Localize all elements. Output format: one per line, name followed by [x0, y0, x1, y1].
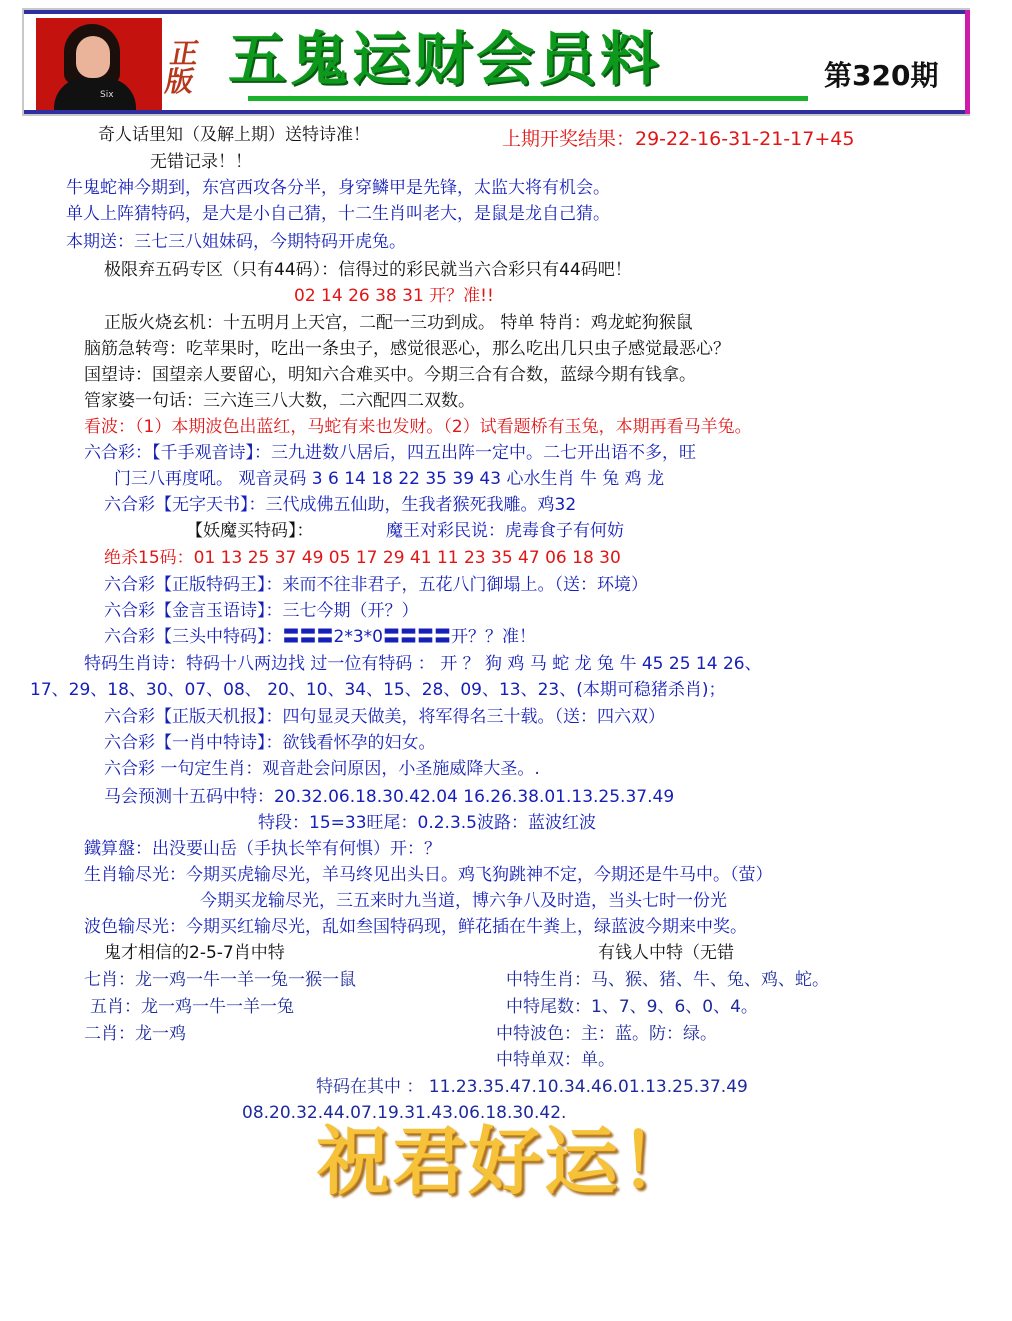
- winning-odd-even: 中特单双：单。: [496, 1050, 615, 1070]
- seven-zodiac: 七肖：龙一鸡一牛一羊一兔一猴一鼠: [84, 970, 356, 990]
- one-sentence-zodiac: 六合彩 一句定生肖：观音赴会问原因，小圣施威降大圣。.: [104, 759, 540, 779]
- poem-line-1: 牛鬼蛇神今期到，东宫西攻各分半，身穿鳞甲是先锋，太监大将有机会。: [66, 178, 610, 198]
- zodiac-poem-2: 17、29、18、30、07、08、 20、10、34、15、28、09、13、23、(本期可稳猪杀肖)；: [30, 680, 726, 700]
- five-zodiac: 五肖：龙一鸡一牛一羊一兔: [90, 997, 294, 1017]
- special-numbers-1: 特码在其中 ： 11.23.35.47.10.34.46.01.13.25.37.49: [316, 1077, 748, 1097]
- last-draw-result: 上期开奖结果：29-22-16-31-21-17+45: [502, 128, 855, 150]
- extreme-five-zone: 极限弃五码专区（只有44码）：信得过的彩民就当六合彩只有44码吧！: [104, 260, 632, 280]
- photo-body: [54, 78, 136, 110]
- winning-zodiac: 中特生肖：马、猴、猪、牛、兔、鸡、蛇。: [506, 970, 829, 990]
- no-error-record: 无错记录！！: [150, 152, 252, 172]
- golden-words: 六合彩【金言玉语诗】：三七今期（开？）: [104, 601, 419, 621]
- one-zodiac-poem: 六合彩【一肖中特诗】：欲钱看怀孕的妇女。: [104, 733, 436, 753]
- good-luck-blessing: 祝君好运！: [316, 1119, 696, 1205]
- special-king: 六合彩【正版特码王】：来而不往非君子，五花八门御塌上。（送：环境）: [104, 575, 648, 595]
- header-top-border: [24, 10, 968, 14]
- guanyin-poem-1: 六合彩：【千手观音诗】：三九进数八居后，四五出阵一定中。二七开出语不多，旺: [84, 443, 696, 463]
- demon-title: 【妖魔买特码】：: [186, 521, 314, 541]
- wave-watch: 看波：（1）本期波色出蓝红，马蛇有来也发财。（2）试看题桥有玉兔，本期再看马羊兔。: [84, 417, 752, 437]
- special-segment: 特段：15=33旺尾：0.2.3.5波路：蓝波红波: [258, 813, 596, 833]
- title-underline: [248, 96, 808, 101]
- rich-man-title: 有钱人中特（无错: [598, 943, 734, 963]
- issue-number: 第320期: [824, 59, 939, 92]
- zodiac-lose-2: 今期买龙输尽光，三五来时九当道，博六争八及时造，当头七时一份光: [200, 891, 727, 911]
- author-photo: [36, 18, 162, 110]
- photo-face: [76, 36, 110, 78]
- special-numbers-2: 08.20.32.44.07.19.31.43.06.18.30.42.: [242, 1103, 567, 1123]
- kill-fifteen: 绝杀15码：01 13 25 37 49 05 17 29 41 11 23 35 47 06 18 30: [104, 548, 621, 568]
- zodiac-lose-1: 生肖输尽光：今期买虎输尽光，羊马终见出头日。鸡飞狗跳神不定，今期还是牛马中。（萤）: [84, 865, 773, 885]
- brain-teaser: 脑筋急转弯：吃苹果时，吃出一条虫子，感觉很恶心，那么吃出几只虫子感觉最恶心？: [84, 339, 730, 359]
- page-title: 五鬼运财会员料: [228, 25, 663, 93]
- guanyin-poem-2: 门三八再度吼。 观音灵码 3 6 14 18 22 35 39 43 心水生肖 牛 兔 鸡 龙: [114, 469, 665, 489]
- tianji-report: 六合彩【正版天机报】：四句显灵天做美，将军得名三十载。（送：四六双）: [104, 707, 665, 727]
- photo-caption: Six: [100, 90, 114, 100]
- zhengban-badge: 正版: [162, 37, 202, 98]
- poem-line-2: 单人上阵猜特码，是大是小自己猜，十二生肖叫老大，是鼠是龙自己猜。: [66, 204, 610, 224]
- intro-line: 奇人话里知（及解上期）送特诗准！: [98, 125, 370, 145]
- housekeeper-line: 管家婆一句话：三六连三八大数，二六配四二双数。: [84, 391, 475, 411]
- wave-lose: 波色输尽光：今期买红输尽光，乱如叁国特码现，鲜花插在牛粪上，绿蓝波今期来中奖。: [84, 917, 747, 937]
- guowang-poem: 国望诗：国望亲人要留心，明知六合难买中。今期三合有合数，蓝绿今期有钱拿。: [84, 365, 696, 385]
- extreme-five-numbers: 02 14 26 38 31 开？准!!: [294, 286, 494, 306]
- fire-riddle: 正版火烧玄机：十五明月上天宫，二配一三功到成。 特单 特肖：鸡龙蛇狗猴鼠: [104, 313, 693, 333]
- horse-club-prediction: 马会预测十五码中特：20.32.06.18.30.42.04 16.26.38.01.13.25.37.49: [104, 787, 675, 807]
- two-zodiac: 二肖：龙一鸡: [84, 1024, 186, 1044]
- iron-abacus: 鐵算盤：出没要山岳（手执长竿有何惧）开：？: [84, 839, 441, 859]
- genius-title: 鬼才相信的2-5-7肖中特: [104, 943, 285, 963]
- poem-line-3: 本期送：三七三八姐妹码，今期特码开虎兔。: [66, 232, 406, 252]
- three-heads: 六合彩【三头中特码】：〓〓〓2*3*0〓〓〓〓开？？准！: [104, 627, 536, 647]
- winning-tail: 中特尾数：1、7、9、6、0、4。: [506, 997, 758, 1017]
- header-banner: [22, 8, 970, 116]
- demon-king-line: 魔王对彩民说：虎毒食子有何妨: [386, 521, 624, 541]
- winning-wave: 中特波色：主：蓝。防：绿。: [496, 1024, 717, 1044]
- zodiac-poem-1: 特码生肖诗：特码十八两边找 过一位有特码 ： 开 ？ 狗 鸡 马 蛇 龙 兔 牛 45 25 14 26、: [84, 654, 762, 674]
- header-right-border: [965, 10, 970, 114]
- header-bottom-border: [24, 110, 968, 114]
- wordless-book: 六合彩【无字天书】：三代成佛五仙助，生我者猴死我雕。鸡32: [104, 495, 577, 515]
